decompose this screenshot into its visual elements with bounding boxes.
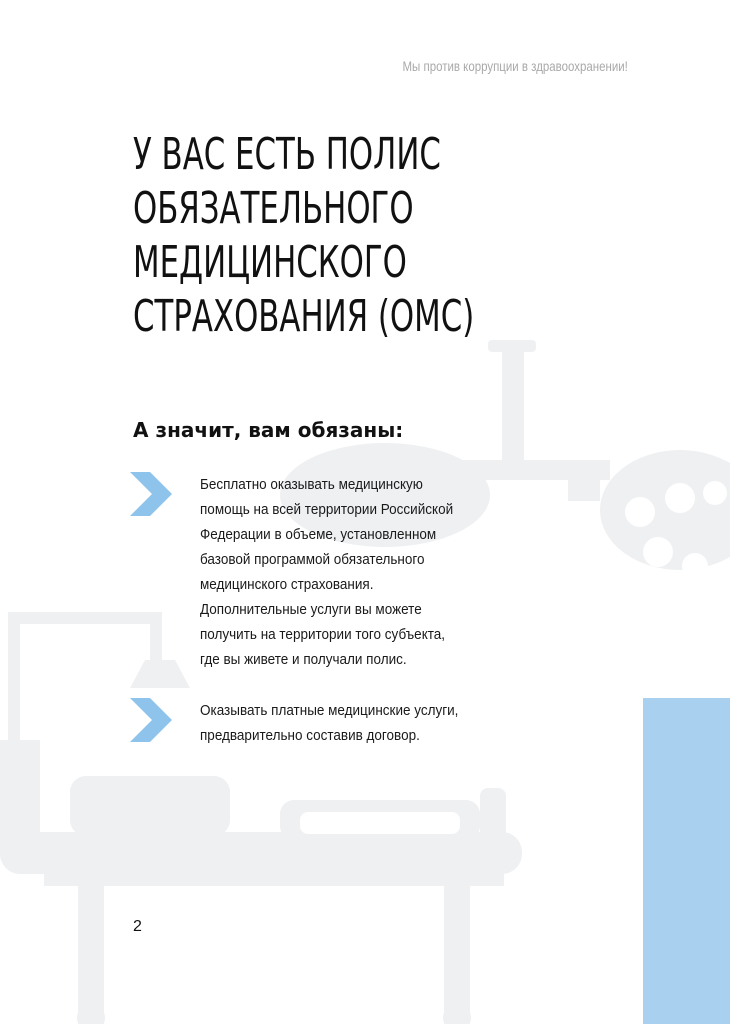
text-line: Бесплатно оказывать медицинскую — [200, 476, 423, 493]
list-item-text — [200, 472, 530, 672]
text-line: помощь на всей территории Российской — [200, 501, 454, 518]
list-item — [128, 698, 528, 748]
list-item-text — [200, 698, 530, 748]
text-line: Дополнительные услуги вы можете — [200, 601, 422, 618]
accent-block — [643, 698, 730, 1024]
page-number: 2 — [133, 918, 142, 935]
text-line: медицинского страхования. — [200, 576, 374, 593]
chevron-right-icon — [128, 698, 172, 742]
header-tagline: Мы против коррупции в здравоохранении! — [402, 58, 628, 74]
text-line: базовой программой обязательного — [200, 551, 425, 568]
list-item — [128, 472, 528, 672]
title-line: ОБЯЗАТЕЛЬНОГО — [133, 183, 414, 234]
chevron-right-icon — [128, 472, 172, 516]
title-line: У ВАС ЕСТЬ ПОЛИС — [133, 129, 441, 180]
text-line: Федерации в объеме, установленном — [200, 526, 437, 543]
title-line: СТРАХОВАНИЯ (ОМС) — [133, 291, 475, 342]
text-line: где вы живете и получали полис. — [200, 651, 407, 668]
text-line: получить на территории того субъекта, — [200, 626, 446, 643]
page-title — [133, 128, 474, 344]
section-subtitle: А значит, вам обязаны: — [133, 418, 404, 442]
text-line: предварительно составив договор. — [200, 727, 420, 744]
title-line: МЕДИЦИНСКОГО — [133, 237, 407, 288]
text-line: Оказывать платные медицинские услуги, — [200, 702, 459, 719]
